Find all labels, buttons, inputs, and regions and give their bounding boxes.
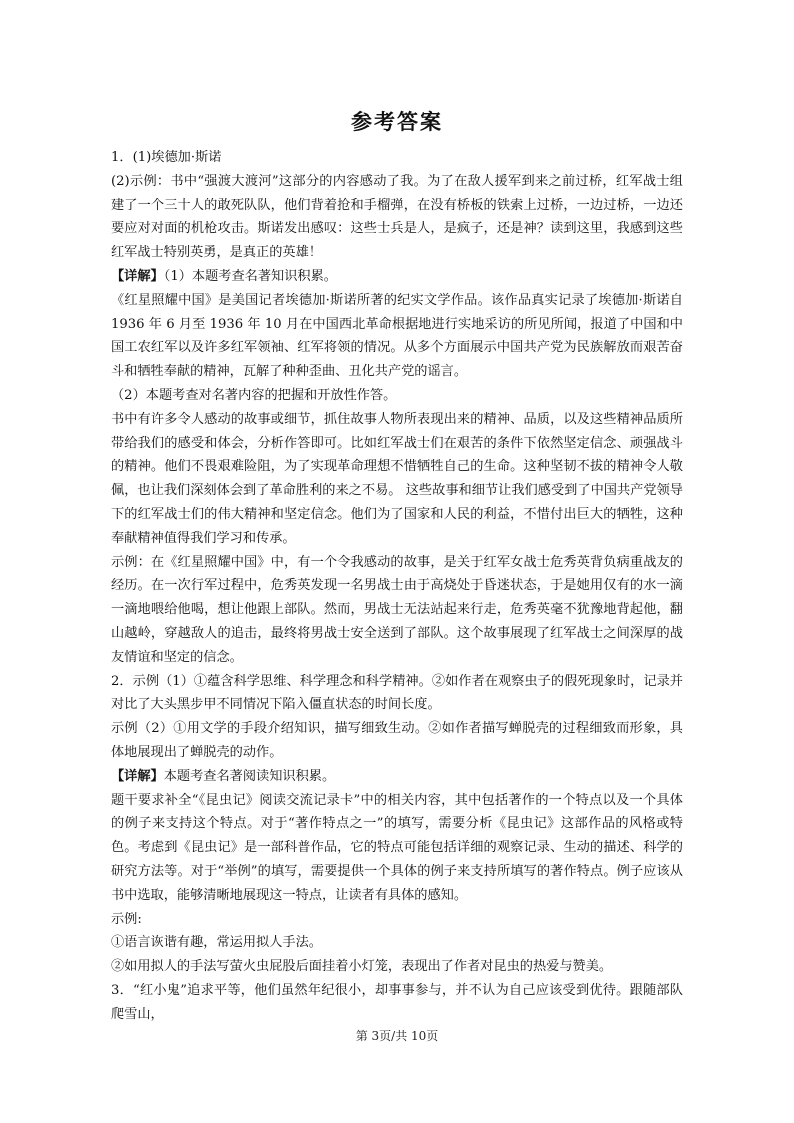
answer-1-part-2: (2)示例：书中“强渡大渡河”这部分的内容感动了我。为了在敌人援军到来之前过桥，红军战士组建了一个三十人的敢死队队，他们背着抢和手榴弹，在没有桥板的铁索上过桥，一边过桥，一边还要应对对面的机枪攻击。斯诺发出感叹：这些士兵是人，是疯子，还是神？读到这里，我感到这些红军战士特别英勇，是真正的英雄！ [111,173,683,261]
detail-1-heading [111,265,683,289]
answer-2-part-2: 示例（2）①用文学的手段介绍知识，描写细致生动。②如作者描写蝉脱壳的过程细致而形象，具体地展现出了蝉脱壳的动作。 [111,721,683,760]
answer-content [111,146,683,1026]
answer-3: 3．“红小鬼”追求平等，他们虽然年纪很小，却事事参与，并不认为自己应该受到优待。跟随部队爬雪山， [111,982,683,1022]
detail-2-heading [111,765,683,789]
detail-label: 【详解】 [111,268,164,284]
detail-1-paragraph: （2）本题考查对名著内容的把握和开放性作答。 [111,387,397,403]
detail-intro: （1）本题考查名著知识积累。 [163,268,337,284]
detail-1-paragraph: 《红星照耀中国》是美国记者埃德加·斯诺所著的纪实文学作品。该作品真实记录了埃德加·斯诺自 1936 年 6 月至 1936 年 10 月在中国西北革命根据地进行实地采访的所见所闻，报道了中国和中国工农红军以及许多红军领袖、红军将领的情况。从多个方面展示中国共产党为民族解放而艰苦奋斗和牺牲奉献的精神，瓦解了种种歪曲、丑化共产党的谣言。 [111,292,683,380]
detail-label: 【详解】 [111,768,164,784]
answer-2-part-1: 2．示例（1）①蕴含科学思维、科学理念和科学精神。②如作者在观察虫子的假死现象时，记录并对比了大头黑步甲不同情况下陷入僵直状态的时间长度。 [111,673,683,713]
detail-2-paragraph: ②如用拟人的手法写萤火虫屁股后面挂着小灯笼，表现出了作者对昆虫的热爱与赞美。 [111,959,613,975]
detail-1-paragraph: 示例：在《红星照耀中国》中，有一个令我感动的故事，是关于红军女战士危秀英背负病重战友的经历。在一次行军过程中，危秀英发现一名男战士由于高烧处于昏迷状态，于是她用仅有的水一滴一滴地喂给他喝，想让他跟上部队。然而，男战士无法站起来行走，危秀英毫不犹豫地背起他，翻山越岭，穿越敌人的追击，最终将男战士安全送到了部队。这个故事展现了红军战士之间深厚的战友情谊和坚定的信念。 [111,554,683,665]
detail-2-paragraph: ①语言诙谐有趣，常运用拟人手法。 [111,935,322,951]
answer-1-part-1: 1．(1)埃德加·斯诺 [111,150,222,165]
detail-intro: 本题考查名著阅读知识积累。 [163,768,336,784]
detail-1-paragraph: 书中有许多令人感动的故事或细节，抓住故事人物所表现出来的精神、品质，以及这些精神品质所带给我们的感受和体会，分析作答即可。比如红军战士们在艰苦的条件下依然坚定信念、顽强战斗的精神。他们不畏艰难险阻，为了实现革命理想不惜牺牲自己的生命。这种坚韧不拔的精神令人敬佩，也让我们深刻体会到了革命胜利的来之不易。 这些故事和细节让我们感受到了中国共产党领导下的红军战士们的伟大精神和坚定信念。他们为了国家和人民的利益，不惜付出巨大的牺牲，这种奉献精神值得我们学习和传承。 [111,411,683,546]
detail-2-paragraph: 题干要求补全“《昆虫记》阅读交流记录卡”中的相关内容，其中包括著作的一个特点以及一个具体的例子来支持这个特点。对于“著作特点之一”的填写，需要分析《昆虫记》这部作品的风格或特色。考虑到《昆虫记》是一部科普作品，它的特点可能包括详细的观察记录、生动的描述、科学的研究方法等。对于“举例”的填写，需要提供一个具体的例子来支持所填写的著作特点。例子应该从书中选取，能够清晰地展现这一特点，让读者有具体的感知。 [111,792,683,903]
page-number: 第 3页/共 10页 [355,1029,439,1043]
page-title: 参考答案 [351,109,443,134]
detail-2-paragraph: 示例: [111,911,142,927]
